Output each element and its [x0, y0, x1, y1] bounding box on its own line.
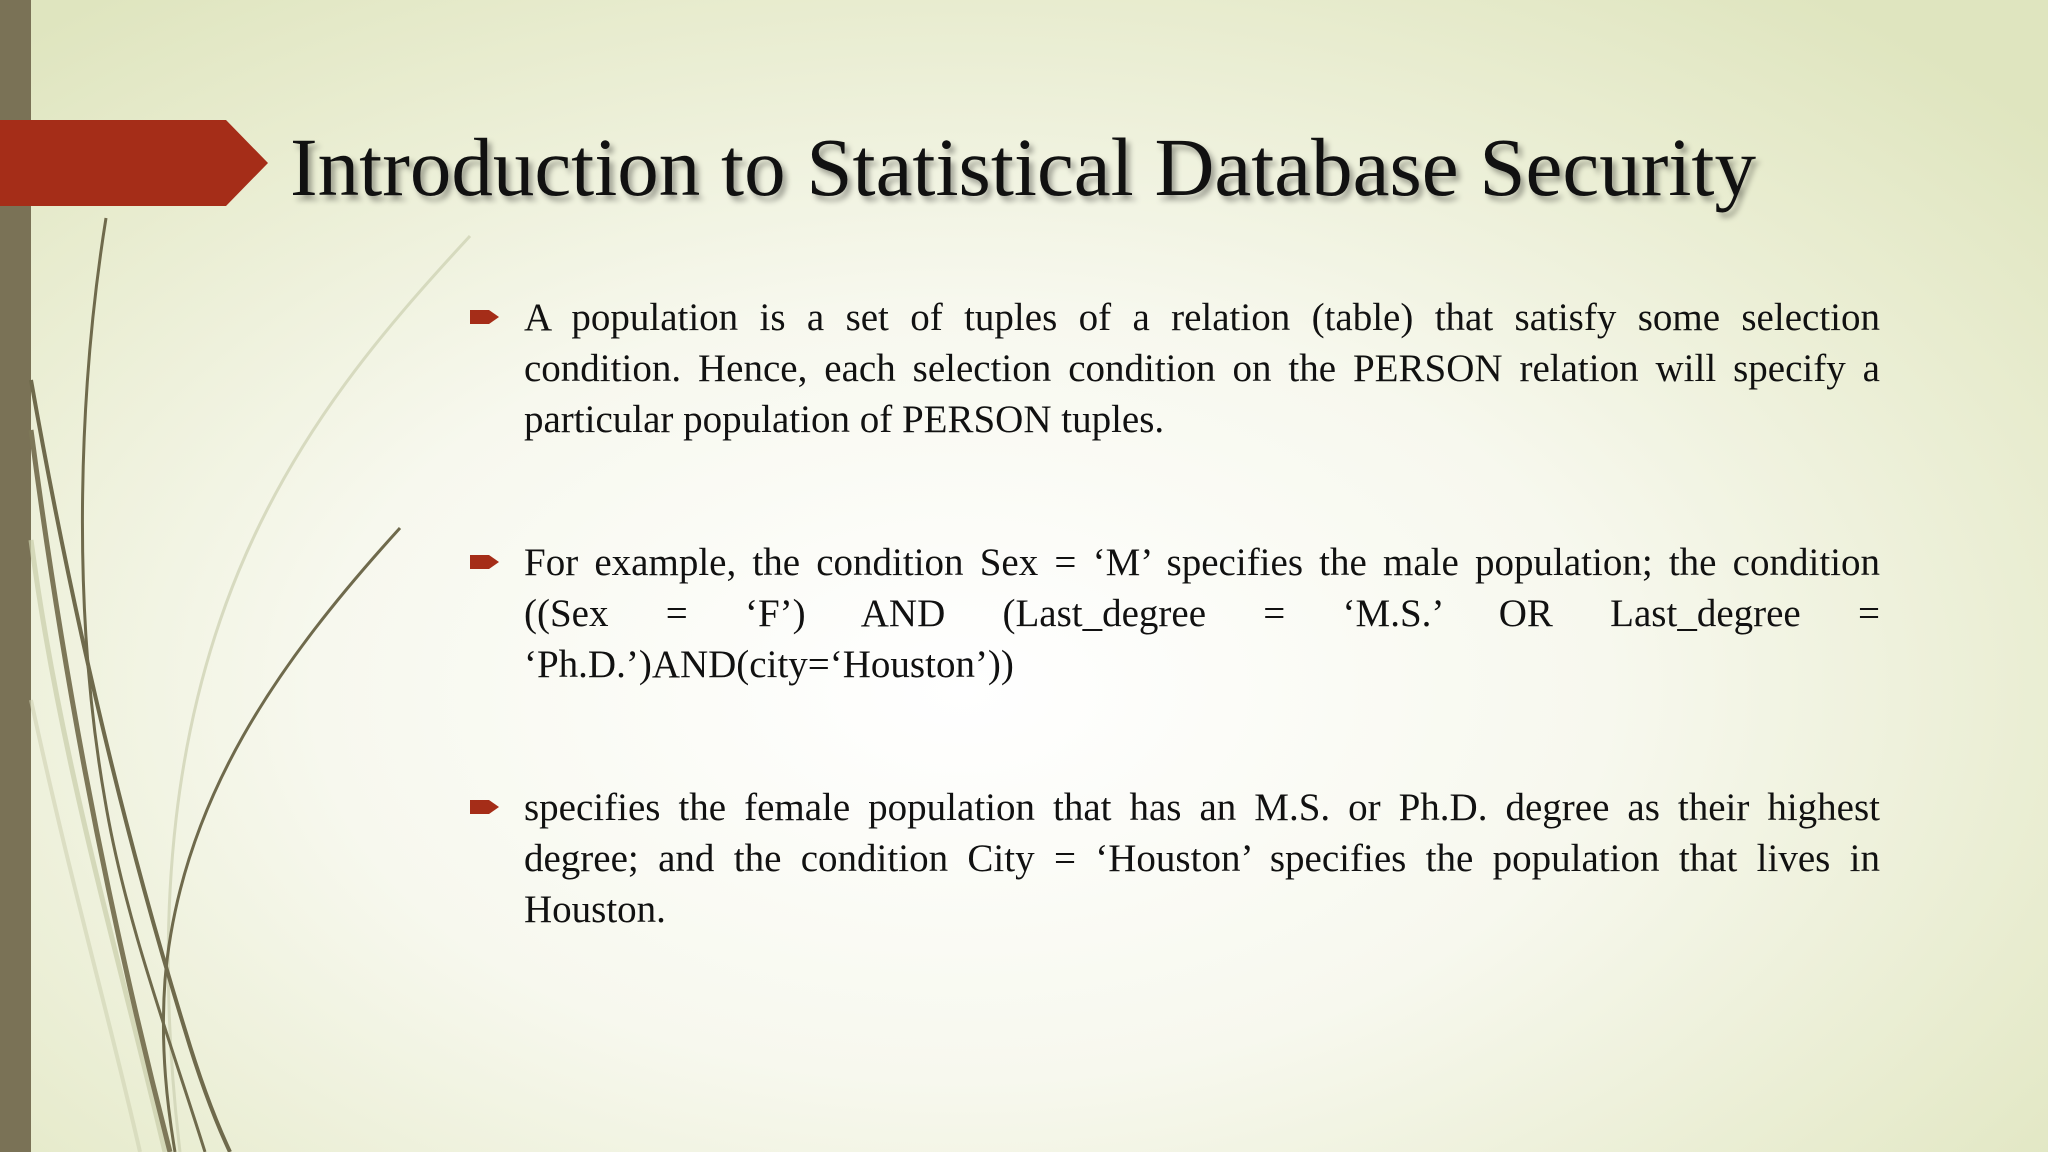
bullet-item	[470, 782, 1880, 935]
bullet-text: For example, the condition Sex = ‘M’ specifies the male population; the condition ((Sex = ‘F’) AND (Last_degree = ‘M.S.’ OR Last_degree = ‘Ph.D.’)AND(city=‘Houston’))	[524, 541, 1880, 686]
bullet-item	[470, 292, 1880, 445]
bullet-item	[470, 537, 1880, 690]
slide-title: Introduction to Statistical Database Security	[290, 121, 1756, 213]
arrow-bullet-icon	[470, 307, 500, 327]
bullet-text: specifies the female population that has an M.S. or Ph.D. degree as their highest degree; and the condition City = ‘Houston’ specifies the population that lives in Houston.	[524, 786, 1880, 931]
arrow-bullet-icon	[470, 552, 500, 572]
bullet-text: A population is a set of tuples of a relation (table) that satisfy some selection condition. Hence, each selection condition on the PERSON relation will specify a particular population of PERSON tuples.	[524, 296, 1880, 441]
bullet-list	[470, 292, 1880, 1027]
title-arrow-banner	[0, 120, 270, 206]
arrow-bullet-icon	[470, 797, 500, 817]
